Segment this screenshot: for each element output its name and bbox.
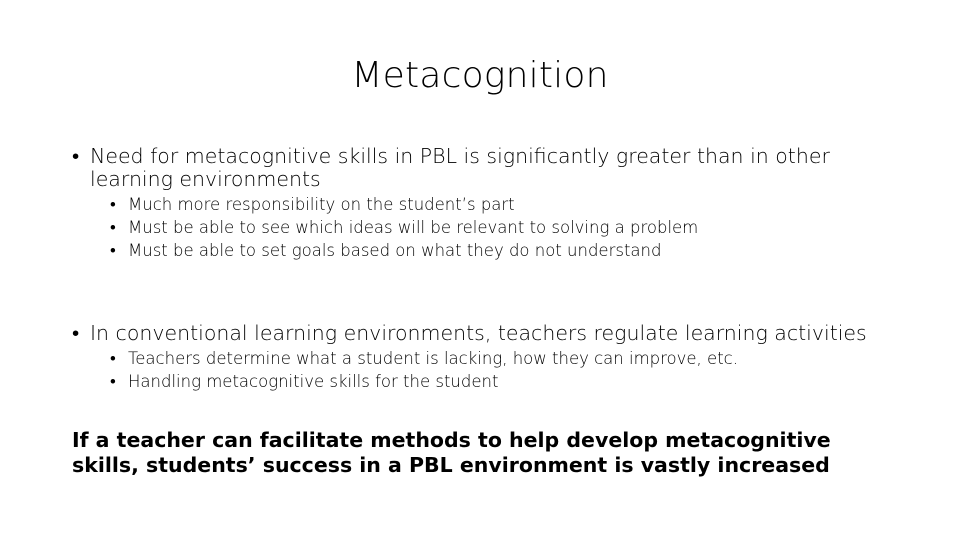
conclusion-text: If a teacher can facilitate methods to help develop metacognitive skills, students’ success in a PBL environment is vastly increased (72, 428, 831, 477)
bullet-icon: • (110, 372, 116, 391)
bullet-icon: • (110, 349, 116, 368)
sub-bullet-item (110, 239, 890, 262)
bullet-icon: • (72, 321, 80, 345)
bullet-text: In conventional learning environments, teachers regulate learning activities (90, 321, 867, 345)
bullet-icon: • (110, 195, 116, 214)
sub-bullet-text: Teachers determine what a student is lacking, how they can improve, etc. (128, 349, 738, 368)
slide-title: Metacognition (351, 55, 609, 96)
sub-bullet-text: Handling metacognitive skills for the student (128, 372, 499, 391)
bullet-icon: • (110, 241, 116, 260)
bullet-text: Need for metacognitive skills in PBL is significantly greater than in other learning environments (90, 144, 830, 191)
bullet-item (72, 145, 892, 191)
sub-bullet-text: Must be able to set goals based on what they do not understand (128, 241, 662, 260)
bullet-item (72, 322, 892, 345)
bullet-icon: • (72, 144, 80, 168)
sub-bullet-list (110, 347, 890, 393)
sub-bullet-item (110, 347, 890, 370)
sub-bullet-item (110, 370, 890, 393)
sub-bullet-item (110, 193, 890, 216)
bullet-icon: • (110, 218, 116, 237)
sub-bullet-list (110, 193, 890, 262)
sub-bullet-text: Much more responsibility on the student’s part (128, 195, 515, 214)
sub-bullet-text: Must be able to see which ideas will be relevant to solving a problem (128, 218, 699, 237)
sub-bullet-item (110, 216, 890, 239)
